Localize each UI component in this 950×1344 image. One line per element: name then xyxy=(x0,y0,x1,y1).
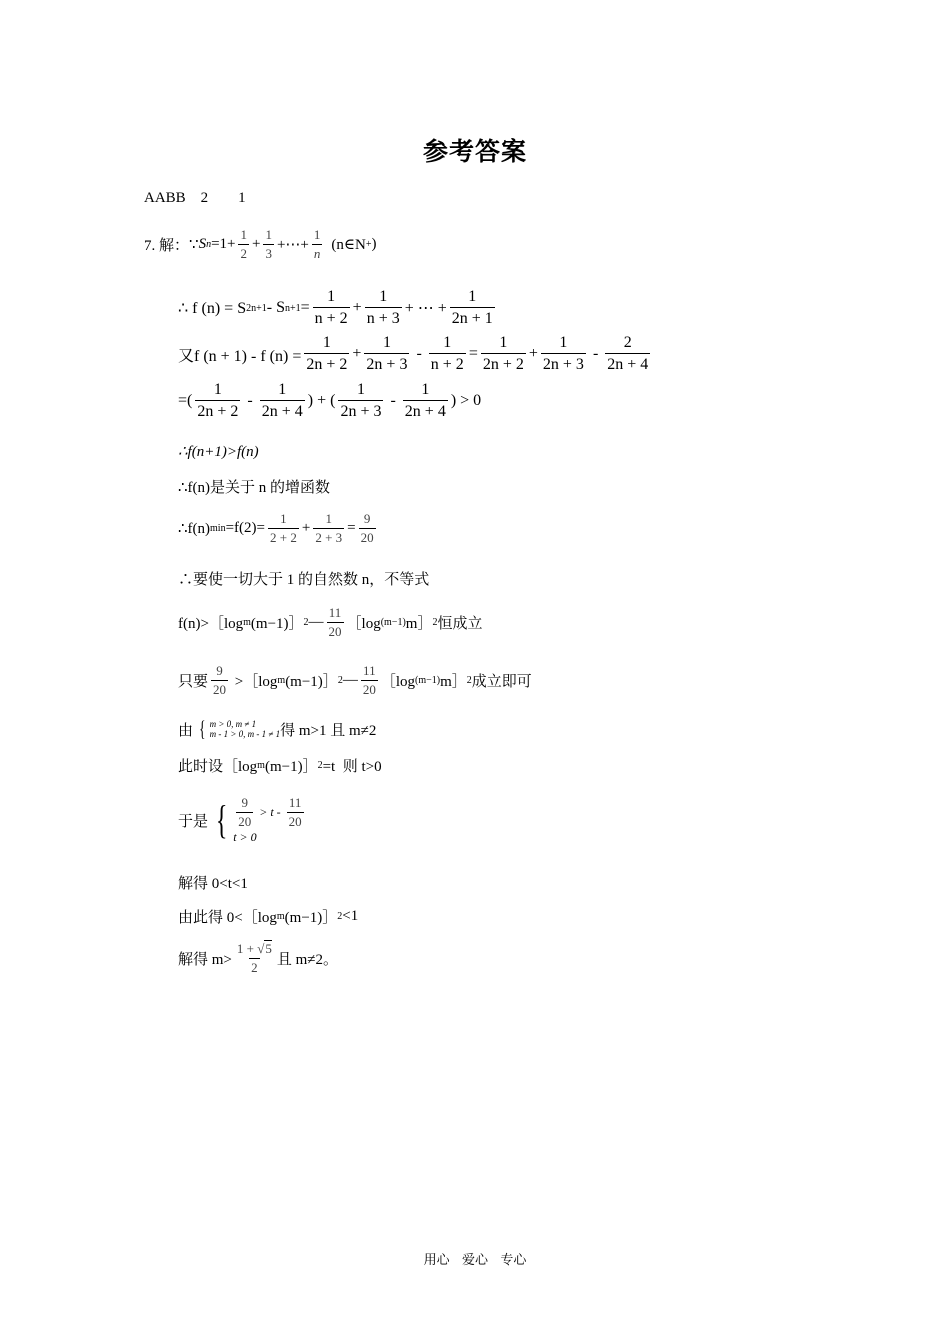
from-result: 得 m>1 且 m≠2 xyxy=(280,722,377,739)
domain-sup: + xyxy=(365,239,372,251)
frac-num xyxy=(235,942,274,958)
ineq-sub2: (m−1) xyxy=(414,675,441,687)
grouping-line xyxy=(178,381,481,422)
problem-label: 7. 解： xyxy=(144,238,190,255)
frac-1-2np3 xyxy=(541,334,586,375)
frac-num: 1 xyxy=(278,381,287,398)
eq-sign: = xyxy=(347,520,356,537)
minus-sign: - xyxy=(412,345,426,363)
ineq-b: (m−1)］ xyxy=(250,616,304,633)
frac-1-2np3 xyxy=(364,334,409,375)
diff-lead: 又f (n + 1) - f (n) = xyxy=(178,347,302,365)
sub-2n1: 2n+1 xyxy=(246,302,267,314)
condition-line xyxy=(178,718,376,740)
frac-num: 2 xyxy=(623,334,632,351)
sol1-text: 解得 0<t<1 xyxy=(178,876,248,892)
condition-system xyxy=(197,718,280,740)
frac-num: 11 xyxy=(363,663,376,678)
frac-den: n + 3 xyxy=(365,307,402,328)
final-a: 解得 m> xyxy=(178,952,232,969)
dots: + ⋯ + xyxy=(404,300,447,318)
plus-sign: + xyxy=(352,345,362,363)
frac-num: 1 xyxy=(356,381,365,398)
frac-num: 11 xyxy=(288,795,302,810)
minus-s: - S xyxy=(266,299,285,317)
answers-text: AABB 2 1 xyxy=(144,190,246,206)
domain-text: (n∈N xyxy=(331,237,366,254)
close-paren: ) xyxy=(371,236,377,253)
min-sub: min xyxy=(210,523,226,535)
ineq-c: ［log xyxy=(346,616,381,633)
group-open: =( xyxy=(178,392,193,410)
frac-9-20 xyxy=(359,512,376,546)
frac-den: 20 xyxy=(213,681,227,697)
frac-num: 9 xyxy=(363,511,371,526)
frac-den: 2n + 3 xyxy=(364,353,409,374)
plus-sign: + xyxy=(528,345,538,363)
frac-1-np2 xyxy=(313,288,350,329)
left-brace: { xyxy=(215,797,228,843)
eq-sign: = xyxy=(468,345,478,363)
frac-den: n + 2 xyxy=(429,353,466,374)
dash: — xyxy=(342,672,358,689)
increasing-line-1 xyxy=(178,442,259,461)
frac-1-2np2 xyxy=(481,334,526,375)
frac-2-2np4 xyxy=(605,334,650,375)
frac-num: 1 xyxy=(313,227,321,242)
frac-den: 2n + 3 xyxy=(541,353,586,374)
inequality-line xyxy=(178,606,482,640)
frac-den: 2 + 3 xyxy=(315,529,343,545)
frac-den: 2n + 1 xyxy=(450,307,495,328)
frac-11-20 xyxy=(287,796,304,830)
difference-line xyxy=(178,334,653,375)
frac-1-np2 xyxy=(429,334,466,375)
ineq-d: m］ xyxy=(440,674,467,691)
min-eq: =f(2)= xyxy=(225,520,265,537)
eq-sign: = xyxy=(300,299,310,317)
frac-den: 2 xyxy=(240,245,247,261)
square: 2 xyxy=(432,617,438,629)
group-end: ) > 0 xyxy=(450,392,482,410)
inc1-text: ∴f(n+1)>f(n) xyxy=(178,444,259,460)
frac-num: 1 xyxy=(499,334,508,351)
only-lead: 只要 xyxy=(178,674,209,691)
sys-row-2: t > 0 xyxy=(233,829,257,844)
substitution-line xyxy=(178,755,382,776)
frac-11-20 xyxy=(361,664,378,698)
frac-1-3 xyxy=(263,228,274,262)
frac-1-2 xyxy=(238,228,249,262)
frac-11-20 xyxy=(327,606,344,640)
frac-num: 1 xyxy=(213,381,222,398)
system-line xyxy=(178,796,307,845)
ineq-sub2: (m−1) xyxy=(380,617,406,629)
frac-9-20 xyxy=(211,664,228,698)
fn-lead: ∴ f (n) = S xyxy=(178,300,247,318)
frac-num: 1 xyxy=(443,334,452,351)
frac-den: 2n + 4 xyxy=(260,400,305,421)
sol2-a: 由此得 0<［log xyxy=(178,910,277,926)
requirement-line xyxy=(178,568,429,589)
sol2-c: <1 xyxy=(342,908,359,924)
frac-num: 1 xyxy=(325,511,332,526)
frac-1-2np2 xyxy=(195,381,240,422)
only-need-line xyxy=(178,664,532,698)
frac-1-np3 xyxy=(365,288,402,329)
frac-den: 20 xyxy=(360,529,374,545)
set-a: 此时设［log xyxy=(178,759,258,775)
frac-num: 11 xyxy=(328,605,342,620)
frac-1-2np1 xyxy=(450,288,495,329)
frac-num: 1 xyxy=(322,334,331,351)
plus-sign: + xyxy=(301,520,311,537)
ineq-d: m］ xyxy=(405,616,433,633)
plus-sign: + xyxy=(251,236,261,253)
num-a: 1 + xyxy=(236,941,258,956)
frac-num: 1 xyxy=(265,227,272,242)
dash: — xyxy=(308,614,324,631)
frac-num: 1 xyxy=(280,511,287,526)
minus-sign: - xyxy=(243,392,257,410)
solution-line-2 xyxy=(178,906,358,927)
frac-num: 1 xyxy=(379,288,388,305)
frac-den: 2 xyxy=(251,959,258,975)
final-b: 且 m≠2。 xyxy=(276,952,339,969)
frac-den: 20 xyxy=(362,681,376,697)
ineq-sub: m xyxy=(276,911,285,922)
sol2-b: (m−1)］ xyxy=(284,910,338,926)
sn-eq: =1+ xyxy=(211,236,236,253)
sn-symbol: S xyxy=(198,236,207,253)
answer-line xyxy=(144,190,246,207)
inequality-system xyxy=(212,796,307,845)
page-footer: 用心 爱心 专心 xyxy=(423,1253,527,1268)
frac-1-2np4 xyxy=(403,381,448,422)
so-text: 于是 xyxy=(178,813,209,830)
minus-sign: - xyxy=(588,345,603,363)
sn-sub: n xyxy=(206,239,212,251)
sqrt-icon: √ xyxy=(257,941,265,956)
frac-num: 9 xyxy=(216,663,223,678)
frac-den: 2n + 2 xyxy=(304,353,349,374)
radicand: 5 xyxy=(265,941,272,956)
ineq-sub: m xyxy=(257,760,265,771)
frac-num: 1 xyxy=(240,227,247,242)
frac-den: 2n + 4 xyxy=(605,353,650,374)
square: 2 xyxy=(303,617,309,629)
final-answer-line xyxy=(178,942,338,976)
frac-den: 20 xyxy=(288,813,302,829)
frac-den: 2n + 4 xyxy=(403,400,448,421)
min-value-line xyxy=(178,512,379,546)
frac-den: n + 2 xyxy=(313,307,350,328)
min-lead: ∴f(n) xyxy=(178,521,211,538)
sys-gt: > t - xyxy=(256,805,284,820)
frac-den: 2 + 2 xyxy=(270,529,297,545)
dots-plus: +⋯+ xyxy=(276,237,309,254)
frac-1-2p2 xyxy=(268,512,299,546)
only-e: 成立即可 xyxy=(471,674,532,691)
frac-den: 3 xyxy=(265,245,272,261)
frac-1-2p3 xyxy=(313,512,344,546)
frac-den: 20 xyxy=(328,623,342,639)
need-text: ∴要使一切大于 1 的自然数 n，不等式 xyxy=(178,572,430,588)
square: 2 xyxy=(466,675,472,687)
frac-den: 2n + 3 xyxy=(338,400,383,421)
frac-1-n xyxy=(312,228,323,262)
ineq-a: f(n)>［log xyxy=(178,616,244,633)
ineq-e: 恒成立 xyxy=(437,616,483,633)
set-b: (m−1)］ xyxy=(264,759,318,775)
increasing-line-2 xyxy=(178,476,330,497)
solution-line-1 xyxy=(178,872,248,893)
fn-definition xyxy=(178,288,498,329)
group-mid: ) + ( xyxy=(307,392,336,410)
since-symbol: ∵ xyxy=(189,237,199,254)
minus-sign: - xyxy=(386,392,400,410)
square: 2 xyxy=(337,675,343,687)
frac-9-20 xyxy=(236,796,253,830)
frac-num: 9 xyxy=(241,795,248,810)
only-gt: >［log xyxy=(231,674,278,691)
frac-1-2np4 xyxy=(260,381,305,422)
frac-num: 1 xyxy=(382,334,391,351)
frac-num: 1 xyxy=(559,334,568,351)
page-title: 参考答案 xyxy=(422,137,527,166)
den-n: n xyxy=(313,245,321,261)
plus-sign: + xyxy=(352,299,362,317)
ineq-sub: m xyxy=(243,617,251,629)
frac-1-2np3 xyxy=(338,381,383,422)
frac-num: 1 xyxy=(421,381,430,398)
square: 2 xyxy=(317,760,323,771)
frac-num: 1 xyxy=(468,288,477,305)
cond-row-1: m > 0, m ≠ 1 xyxy=(209,718,257,729)
problem-7-head xyxy=(144,228,376,262)
frac-1-2np2 xyxy=(304,334,349,375)
frac-den xyxy=(312,244,323,262)
cond-row-2: m - 1 > 0, m - 1 ≠ 1 xyxy=(209,729,281,739)
frac-den: 2n + 2 xyxy=(481,353,526,374)
set-c: =t 则 t>0 xyxy=(322,759,382,775)
ineq-sub: m xyxy=(277,675,286,687)
frac-golden xyxy=(235,942,274,976)
frac-den: 20 xyxy=(238,813,252,829)
left-brace: { xyxy=(199,716,206,741)
inc2-text: ∴f(n)是关于 n 的增函数 xyxy=(178,480,331,496)
ineq-b: (m−1)］ xyxy=(285,674,338,691)
frac-num: 1 xyxy=(327,288,336,305)
ineq-c: ［log xyxy=(380,674,415,691)
from-text: 由 xyxy=(178,722,194,739)
sub-n1: n+1 xyxy=(284,302,301,314)
square: 2 xyxy=(337,911,343,922)
frac-den: 2n + 2 xyxy=(195,400,240,421)
